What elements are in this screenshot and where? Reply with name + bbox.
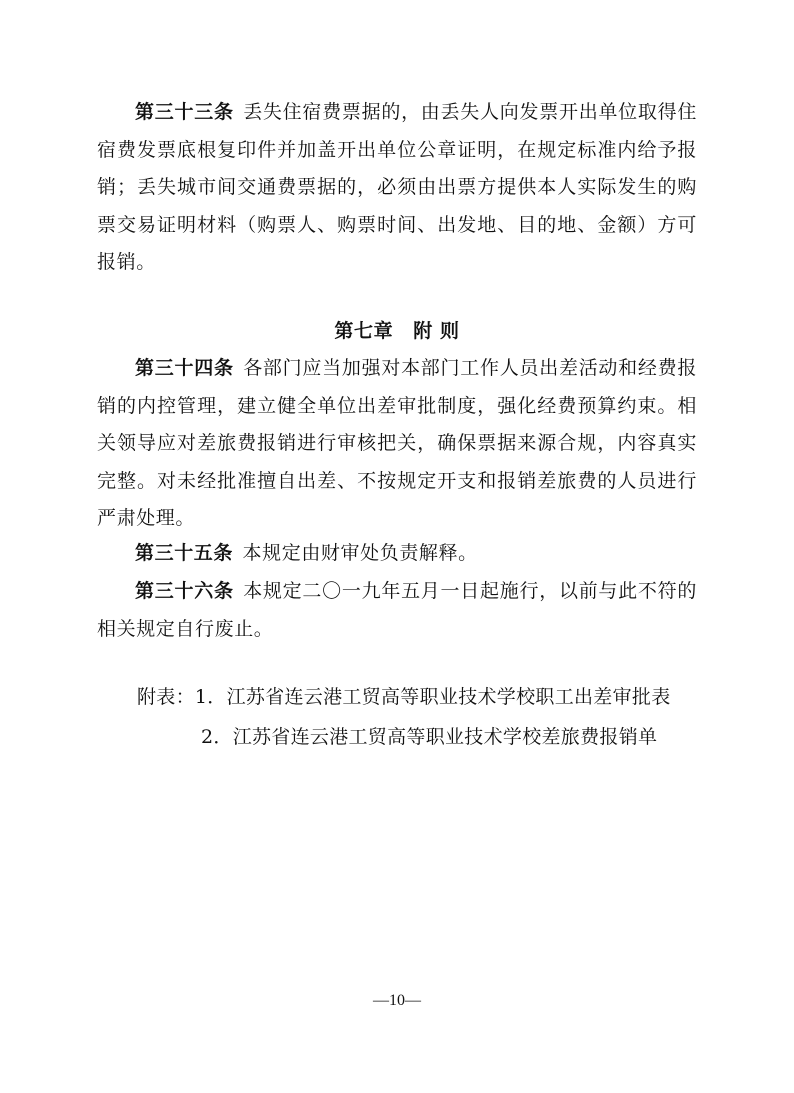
chapter-number: 第七章 — [334, 320, 394, 342]
page-number: —10— — [373, 992, 421, 1009]
appendix-item-2 — [201, 719, 781, 757]
appendix-item-2-num: 2． — [201, 726, 233, 748]
article-34-text: 各部门应当加强对本部门工作人员出差活动和经费报销的内控管理，建立健全单位出差审批制度，强化经费预算约束。相关领导应对差旅费报销进行审核把关，确保票据来源合规，内容真实完整。对未经批准擅自出差、不按规定开支和报销差旅费的人员进行严肃处理。 — [97, 357, 697, 529]
article-36 — [97, 573, 697, 648]
appendix-item-2-title: 江苏省连云港工贸高等职业技术学校差旅费报销单 — [232, 726, 658, 748]
appendix-item-1 — [137, 679, 717, 717]
article-33-text: 丢失住宿费票据的，由丢失人向发票开出单位取得住宿费发票底根复印件并加盖开出单位公章证明，在规定标准内给予报销；丢失城市间交通费票据的，必须由出票方提供本人实际发生的购票交易证明材料（购票人、购票时间、出发地、目的地、金额）方可报销。 — [97, 101, 697, 273]
article-36-text: 本规定二〇一九年五月一日起施行，以前与此不符的相关规定自行废止。 — [97, 580, 697, 640]
appendix-item-1-title: 江苏省连云港工贸高等职业技术学校职工出差审批表 — [226, 686, 671, 708]
article-35-text: 本规定由财审处负责解释。 — [242, 542, 478, 564]
article-34 — [97, 350, 697, 538]
appendix-prefix: 附表： — [137, 686, 195, 708]
article-35-label: 第三十五条 — [135, 542, 234, 564]
article-33-label: 第三十三条 — [135, 101, 234, 123]
article-36-label: 第三十六条 — [135, 580, 234, 602]
chapter-heading — [0, 313, 794, 351]
appendix-item-1-num: 1． — [194, 686, 227, 708]
chapter-name: 附 则 — [413, 320, 460, 342]
article-34-label: 第三十四条 — [135, 357, 234, 379]
article-35 — [97, 535, 697, 573]
article-33 — [97, 94, 697, 282]
